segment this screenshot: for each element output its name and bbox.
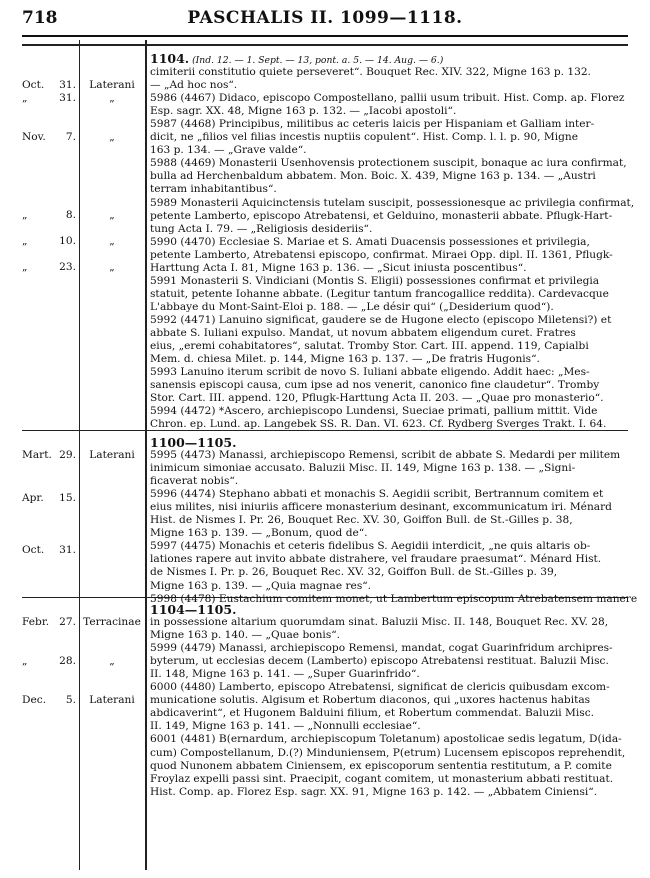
text-line: 5995 (4473) Manassi, archiepiscopo Remensi, scribit de abbate S. Medardi per militem <box>150 449 621 461</box>
text-line: quod Nunonem abbatem Ciniensem, ex episcoporum sententia restitutum, a P. comite <box>150 759 612 772</box>
entry-place: Laterani <box>89 449 135 461</box>
text-line: Migne 163 p. 139. — „Quia magnae res“. <box>150 579 372 592</box>
text-line: sanensis episcopi causa, cum ipse ad nos venerit, canonico fine claudetur“. Tromby <box>150 379 600 392</box>
text-line: bulla ad Herchenbaldum abbatem. Mon. Boic. X. 439, Migne 163 p. 134. — „Austri <box>150 170 596 183</box>
text-line: 5991 Monasterii S. Vindiciani (Montis S. Eligii) possessiones confirmat et privilegia <box>150 274 600 287</box>
text-line: 5988 (4469) Monasterii Usenhovensis protectionem suscipit, bonaque ac iura confirmat, <box>150 157 627 170</box>
text-line: cum) Compostellanum, D.(?) Minduniensem, P(etrum) Lucensem episcopos reprehendit, <box>150 746 626 759</box>
text-line: 5994 (4472) *Ascero, archiepiscopo Lundensi, Sueciae primati, pallium mittit. Vide <box>150 405 598 418</box>
text-line: byterum, ut ecclesias decem (Lamberto) episcopo Atrebatensi restituat. Baluzii Misc. <box>150 655 609 668</box>
text-line: 5993 Lanuino iterum scribit de novo S. Iuliani abbate eligendo. Addit haec: „Mes- <box>150 366 590 379</box>
entry-day: 31. <box>59 544 76 556</box>
entry-day: 28. <box>59 655 76 667</box>
entry-day: 31. <box>59 79 76 91</box>
entry-place: „ <box>109 131 115 143</box>
text-line: 5992 (4471) Lanuino significat, gaudere se de Hugone electo (episcopo Miletensi?) et <box>150 313 612 326</box>
text-line: 6000 (4480) Lamberto, episcopo Atrebatensi, significat de clericis quibusdam excom- <box>150 681 610 694</box>
section-year: 1104—1105. <box>150 602 237 617</box>
text-line: Hist. de Nismes I. Pr. 26, Bouquet Rec. XV. 30, Goiffon Bull. de St.-Gilles p. 38, <box>150 514 573 527</box>
section-year: 1104. <box>150 51 190 66</box>
text-line: 6001 (4481) B(ernardum, archiepiscopum Toletanum) apostolicae sedis legatum, D(ida- <box>150 733 622 746</box>
entry-place: „ <box>109 261 115 273</box>
entry-day: 23. <box>59 261 76 273</box>
section-separator <box>22 44 628 46</box>
text-line: abdicaverint“, et Hugonem Balduini filium, et Robertum commendat. Baluzii Misc. <box>150 707 595 720</box>
entry-place: „ <box>109 92 115 104</box>
entry-month: Apr. <box>22 492 44 504</box>
entry-month: Oct. <box>22 79 45 91</box>
text-line: municatione solutis. Algisum et Robertum diaconos, qui „uxores hactenus habitas <box>150 694 591 707</box>
entry-place: „ <box>109 655 115 667</box>
running-title: PASCHALIS II. 1099—1118. <box>187 8 463 28</box>
text-line: abbate S. Iuliani expulso. Mandat, ut novum abbatem eligendum curet. Fratres <box>150 327 576 339</box>
entry-place: „ <box>109 209 115 221</box>
entry-place: Laterani <box>89 79 135 91</box>
entry-month: „ <box>22 92 28 104</box>
text-line: lationes rapere aut invito abbate distrahere, vel fraudare praesumat“. Ménard Hist. <box>150 553 602 566</box>
entry-day: 15. <box>59 492 76 504</box>
header-rule <box>22 35 628 37</box>
text-line: Hist. Comp. ap. Florez Esp. sagr. XX. 91, Migne 163 p. 142. — „Abbatem Ciniensi“. <box>150 785 598 798</box>
entry-day: 8. <box>65 209 76 221</box>
entry-month: Mart. <box>22 449 52 461</box>
text-line: Mem. d. chiesa Milet. p. 144, Migne 163 p. 137. — „De fratris Hugonis“. <box>150 353 540 366</box>
text-line: L'abbaye du Mont-Saint-Eloi p. 188. — „Le désir qui“ („Desiderium quod“). <box>150 300 554 313</box>
page-number: 718 <box>22 8 58 28</box>
text-line: in possessione altarium quorumdam sinat. Baluzii Misc. II. 148, Bouquet Rec. XV. 28, <box>150 616 609 628</box>
text-line: Esp. sagr. XX. 48, Migne 163 p. 132. — „Iacobi apostoli“. <box>150 105 457 118</box>
entry-month: „ <box>22 261 28 273</box>
text-line: 5990 (4470) Ecclesiae S. Mariae et S. Amati Duacensis possessiones et privilegia, <box>150 235 590 248</box>
entry-month: Oct. <box>22 544 45 556</box>
text-line: eius milites, nisi iniuriis afficere monasterium desinant, excommunicatum iri. Ménard <box>150 501 612 514</box>
text-line: 5996 (4474) Stephano abbati et monachis S. Aegidii scribit, Bertrannum comitem et <box>150 488 604 501</box>
text-line: 5998 (4478) Eustachium comitem monet, ut Lambertum episcopum Atrebatensem manere <box>150 592 638 605</box>
text-line: II. 148, Migne 163 p. 141. — „Super Guarinfrido“. <box>150 668 420 681</box>
text-line: terram inhabitantibus“. <box>150 183 277 196</box>
place-column-divider <box>145 40 147 870</box>
text-line: Migne 163 p. 140. — „Quae bonis“. <box>150 629 341 642</box>
entry-day: 10. <box>59 235 76 247</box>
entry-month: „ <box>22 209 28 221</box>
entry-month: Dec. <box>22 694 47 706</box>
text-line: 5989 Monasterii Aquicinctensis tutelam suscipit, possessionesque ac privilegia confirmat, <box>150 196 635 209</box>
text-line: tung Acta I. 79. — „Religiosis desideriis“. <box>150 222 373 235</box>
entry-month: Nov. <box>22 131 46 143</box>
text-line: ficaverat nobis“. <box>150 475 239 488</box>
entry-place: „ <box>109 235 115 247</box>
entry-month: „ <box>22 235 28 247</box>
entry-day: 27. <box>59 616 76 628</box>
text-line: 5999 (4479) Manassi, archiepiscopo Remensi, mandat, cogat Guarinfridum archipres- <box>150 642 613 655</box>
text-line: de Nismes I. Pr. p. 26, Bouquet Rec. XV. 32, Goiffon Bull. de St.-Gilles p. 39, <box>150 566 558 579</box>
entry-place: Laterani <box>89 694 135 706</box>
entry-month: Febr. <box>22 616 50 628</box>
entry-day: 5. <box>65 694 76 706</box>
text-line: II. 149, Migne 163 p. 141. — „Nonnulli ecclesiae“. <box>150 720 421 733</box>
page-header <box>22 8 628 30</box>
text-line: Froylaz expelli passi sint. Praecipit, cogant comitem, ut monasterium abbati restituat. <box>150 772 614 785</box>
section-note: (Ind. 12. — 1. Sept. — 13, pont. a. 5. — 14. Aug. — 6.) <box>189 55 444 66</box>
entry-day: 29. <box>59 449 76 461</box>
text-line: inimicum simoniae accusato. Baluzii Misc. II. 149, Migne 163 p. 138. — „Signi- <box>150 462 576 475</box>
text-line: Migne 163 p. 139. — „Bonum, quod de“. <box>150 527 368 540</box>
text-line: Stor. Cart. III. append. 120, Pflugk-Harttung Acta II. 203. — „Quae pro monasterio“. <box>150 392 604 405</box>
text-line: 5987 (4468) Principibus, militibus ac ceteris laicis per Hispaniam et Galliam inter- <box>150 118 595 131</box>
section-year: 1100—1105. <box>150 435 237 450</box>
entry-month: „ <box>22 655 28 667</box>
entry-day: 7. <box>65 131 76 143</box>
text-line: petente Lamberto, episcopo Atrebatensi, et Gelduino, monasterii abbate. Pflugk-Hart- <box>150 209 613 222</box>
text-line: 5986 (4467) Didaco, episcopo Compostellano, pallii usum tribuit. Hist. Comp. ap. Florez <box>150 92 625 105</box>
text-line: cimiterii constitutio quiete perseveret“. Bouquet Rec. XIV. 322, Migne 163 p. 132. <box>150 66 591 78</box>
entry-day: 31. <box>59 92 76 104</box>
entry-place: Terracinae <box>83 616 141 628</box>
text-line: eius, „eremi cohabitatores“, salutat. Tromby Stor. Cart. III. append. 119, Capialbi <box>150 340 589 353</box>
text-line: statuit, petente Iohanne abbate. (Legitur tantum francogallice reddita). Cardevacque <box>150 287 609 300</box>
text-line: 163 p. 134. — „Grave valde“. <box>150 144 307 157</box>
text-line: 5997 (4475) Monachis et ceteris fidelibus S. Aegidii interdicit, „ne quis altaris ob- <box>150 540 591 553</box>
text-line: Chron. ep. Lund. ap. Langebek SS. R. Dan. VI. 623. Cf. Rydberg Sverges Trakt. I. 64. <box>150 418 607 431</box>
text-line: dicit, ne „filios vel filias incestis nuptiis copulent“. Hist. Comp. l. l. p. 90, Migne <box>150 131 578 144</box>
text-line: petente Lamberto, Atrebatensi episcopo, confirmat. Miraei Opp. dipl. II. 1361, Pflugk- <box>150 248 613 261</box>
text-line: — „Ad hoc nos“. <box>150 79 238 92</box>
text-line: Harttung Acta I. 81, Migne 163 p. 136. — „Sicut iniusta poscentibus“. <box>150 261 527 274</box>
section-heading <box>150 52 628 67</box>
